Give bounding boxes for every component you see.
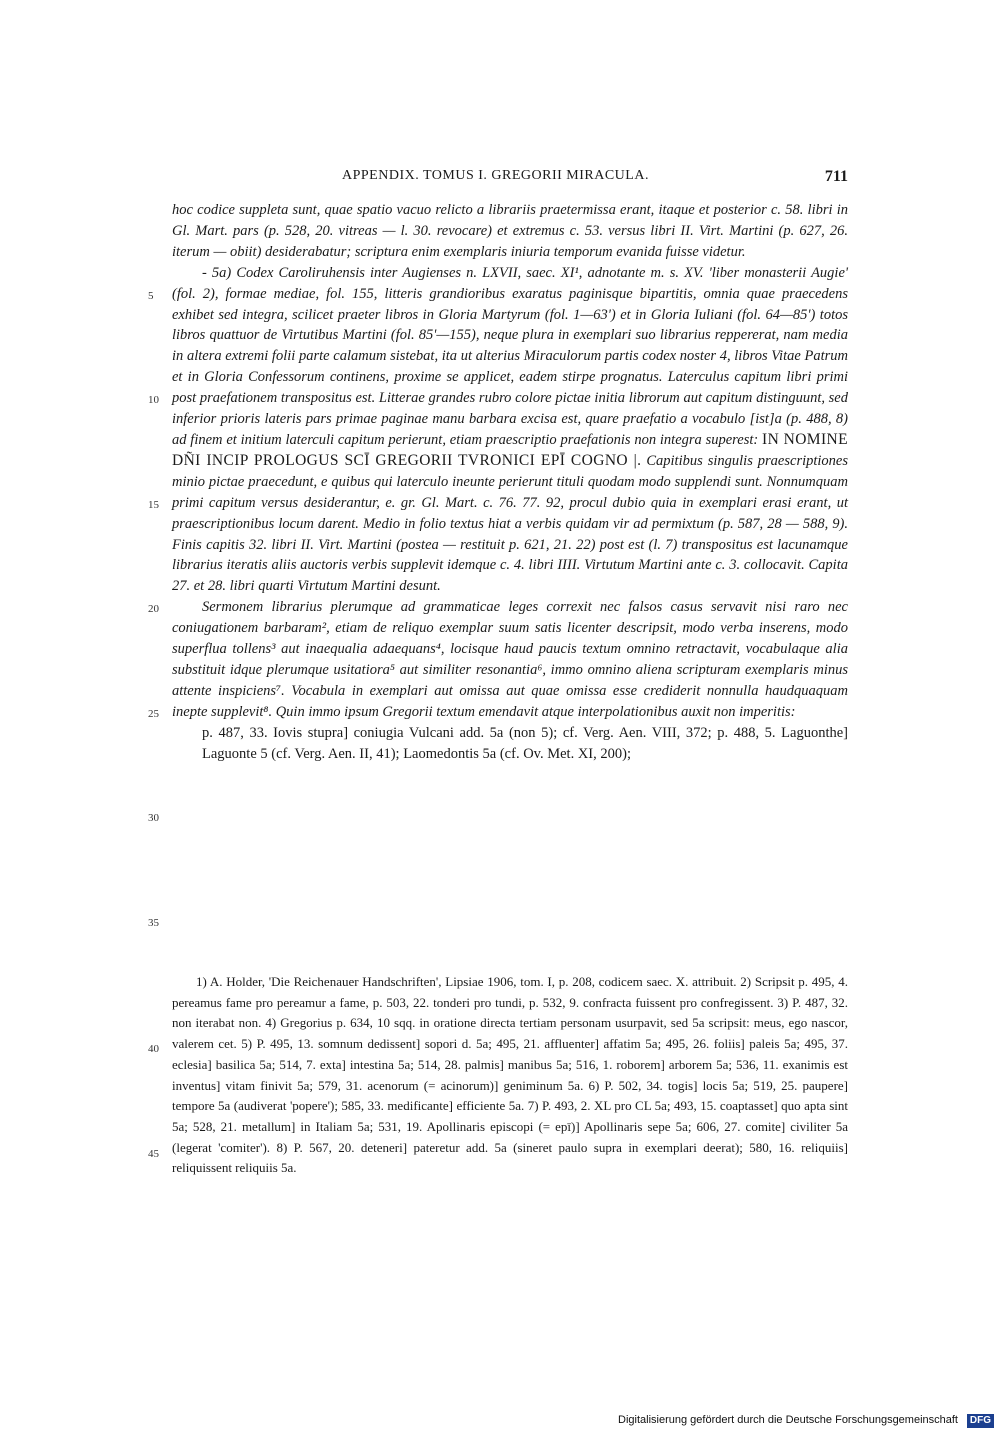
line-number: 40 bbox=[148, 1043, 159, 1055]
paragraph: hoc codice suppleta sunt, quae spatio vacuo relicto a librariis praetermissa erant, itaque et posterior c. 58. libri in Gl. Mart. pars (p. 528, 20. vitreas — l. 30. revocare) et extremus c. 53. versus libri II. Virt. Martini (p. 627, 26. iterum — obiit) desiderabatur; scriptura enim exemplaris iniuria temporum evanida fuisse videtur. bbox=[172, 202, 848, 260]
running-head: APPENDIX. TOMUS I. GREGORII MIRACULA. bbox=[342, 168, 649, 183]
paragraph: p. 487, 33. Iovis stupra] coniugia Vulcani add. 5a (non 5); cf. Verg. Aen. VIII, 372; p. 488, 5. Laguonthe] Laguonte 5 (cf. Verg. Aen. II, 41); Laomedontis 5a (cf. Ov. Met. XI, 200); bbox=[202, 724, 848, 762]
page-number: 711 bbox=[824, 168, 848, 185]
main-text bbox=[172, 200, 848, 764]
footnotes bbox=[172, 972, 848, 1179]
line-number: 35 bbox=[148, 917, 159, 929]
line-number: 15 bbox=[148, 499, 159, 511]
line-number: 5 bbox=[148, 290, 154, 302]
paragraph: - 5a) Codex Caroliruhensis inter Augienses n. LXVII, saec. XI¹, adnotante m. s. XV. 'liber monasterii Augie' (fol. 2), formae mediae, fol. 155, litteris grandioribus exaratus paginisque bipartitis, omnia quae praecedens exhibet sed integra, scilicet praeter libros in Gloria Martyrum (fol. 1—63') et in Gloria Iuliani (fol. 64—85') totos libros quattuor de Virtutibus Martini (fol. 85'—155), neque plura in exemplari suo librarius reppererat, nam media in altera extremi folii parte calamum sistebat, ita ut alterius Miraculorum partis codex noster 4, libros Vitae Patrum et in Gloria Confessorum continens, proxime se applicet, eadem stirpe prognatus. Laterculus capitum libri primi post praefationem transpositus est. Litterae grandes rubro colore pictae initia librorum aut capitum distinguunt, sed inferior prioris lateris pars primae paginae manu barbara excisa est, quare praefatio a vocabulo [ist]a (p. 488, 8) ad finem et initium laterculi capitum perierunt, etiam praescriptio praefationis non integra superest: IN NOMINE DÑI INCIP PROLOGUS SCĪ GREGORII TVRONICI EPĪ COGNO |. Capitibus singulis praescriptiones minio pictae praecedunt, e quibus qui laterculo ineunte perierunt tituli quodam modo supplendi sunt. Nonnumquam primi capitum versus desiderantur, e. gr. Gl. Mart. c. 76. 77. 92, procul dubio quia in exemplari erasi erant, ut praescriptionibus locum darent. Medio in folio textus hiat a verbis quidam vir ad permixtum (p. 587, 28 — 588, 9). Finis capitis 32. libri II. Virt. Martini (postea — restituit p. 621, 21. 22) post est (l. 7) transpositus est lacunamque librarius iteratis aliis auctoris verbis supplevit idemque c. 4. libri IIII. Virtutum Martini ante c. 3. collocavit. Capita 27. et 28. libri quarti Virtutum Martini desunt. bbox=[172, 264, 849, 595]
footer-credit: Digitalisierung gefördert durch die Deutsche Forschungsgemeinschaft bbox=[618, 1414, 958, 1426]
line-number: 25 bbox=[148, 708, 159, 720]
dfg-logo: DFG bbox=[967, 1414, 994, 1428]
paragraph: Sermonem librarius plerumque ad grammaticae leges correxit nec falsos casus servavit nisi raro nec coniugationem barbaram², etiam de reliquo exemplar suum satis licenter descripsit, modo verba inserens, modo superflua tollens³ aut inaequalia adaequans⁴, locisque haud paucis textum omnino retractavit, vocabulaque alia substituit idque plerumque usitatiora⁵ aut similiter resonantia⁶, immo omnino aliena scripturam exemplaris minus attente inspiciens⁷. Vocabula in exemplari aut omissa aut quae omissa esse crediderit nonnulla haudquaquam inepte supplevit⁸. Quin immo ipsum Gregorii textum emendavit atque interpolationibus auxit non imperitis: bbox=[172, 599, 848, 720]
line-number: 30 bbox=[148, 812, 159, 824]
incipit: IN NOMINE DÑI INCIP PROLOGUS SCĪ GREGORII TVRONICI EPĪ COGNO |. bbox=[172, 430, 849, 469]
line-number: 10 bbox=[148, 394, 159, 406]
line-number-margin bbox=[0, 0, 170, 1434]
line-number: 20 bbox=[148, 603, 159, 615]
page-header bbox=[170, 168, 848, 192]
line-number: 45 bbox=[148, 1148, 159, 1160]
footnote-block: 1) A. Holder, 'Die Reichenauer Handschriften', Lipsiae 1906, tom. I, p. 208, codicem saec. X. attribuit. 2) Scripsit p. 495, 4. pereamus fame pro pereamur a fame, p. 503, 22. tonderi pro tundi, p. 532, 9. confracta fuissent pro confregissent. 3) P. 487, 32. non iterabat non. 4) Gregorius p. 634, 10 sqq. in oratione directa tertiam personam usurpavit, sed 5a scripsit: meus, ego nascor, valerem cet. 5) P. 495, 13. somnum dedissent] sopori d. 5a; 495, 21. affluenter] affatim 5a; 495, 26. foliis] paleis 5a; 495, 37. eclesia] basilica 5a; 514, 7. exta] intestina 5a; 514, 28. palmis] manibus 5a; 516, 1. roborem] arborem 5a; 536, 11. exanimis est inventus] vitam finivit 5a; 579, 31. acenorum (= acinorum)] geniminum 5a. 6) P. 502, 34. togis] locis 5a; 519, 25. paupere] tempore 5a (audiverat 'popere'); 585, 33. medificante] efficiente 5a. 7) P. 493, 2. XL pro CL 5a; 493, 15. coaptasset] quo apta sint 5a; 528, 21. metallum] in Italiam 5a; 531, 19. Apollinaris episcopi (= epī)] Apollinaris sepe 5a; 606, 27. comite] civiliter 5a (legerat 'comiter'). 8) P. 567, 20. deteneri] pateretur add. 5a (sineret paulo supra in exemplari deerat); 580, 16. reliquiis] reliquissent reliquiis 5a. bbox=[172, 974, 848, 1176]
